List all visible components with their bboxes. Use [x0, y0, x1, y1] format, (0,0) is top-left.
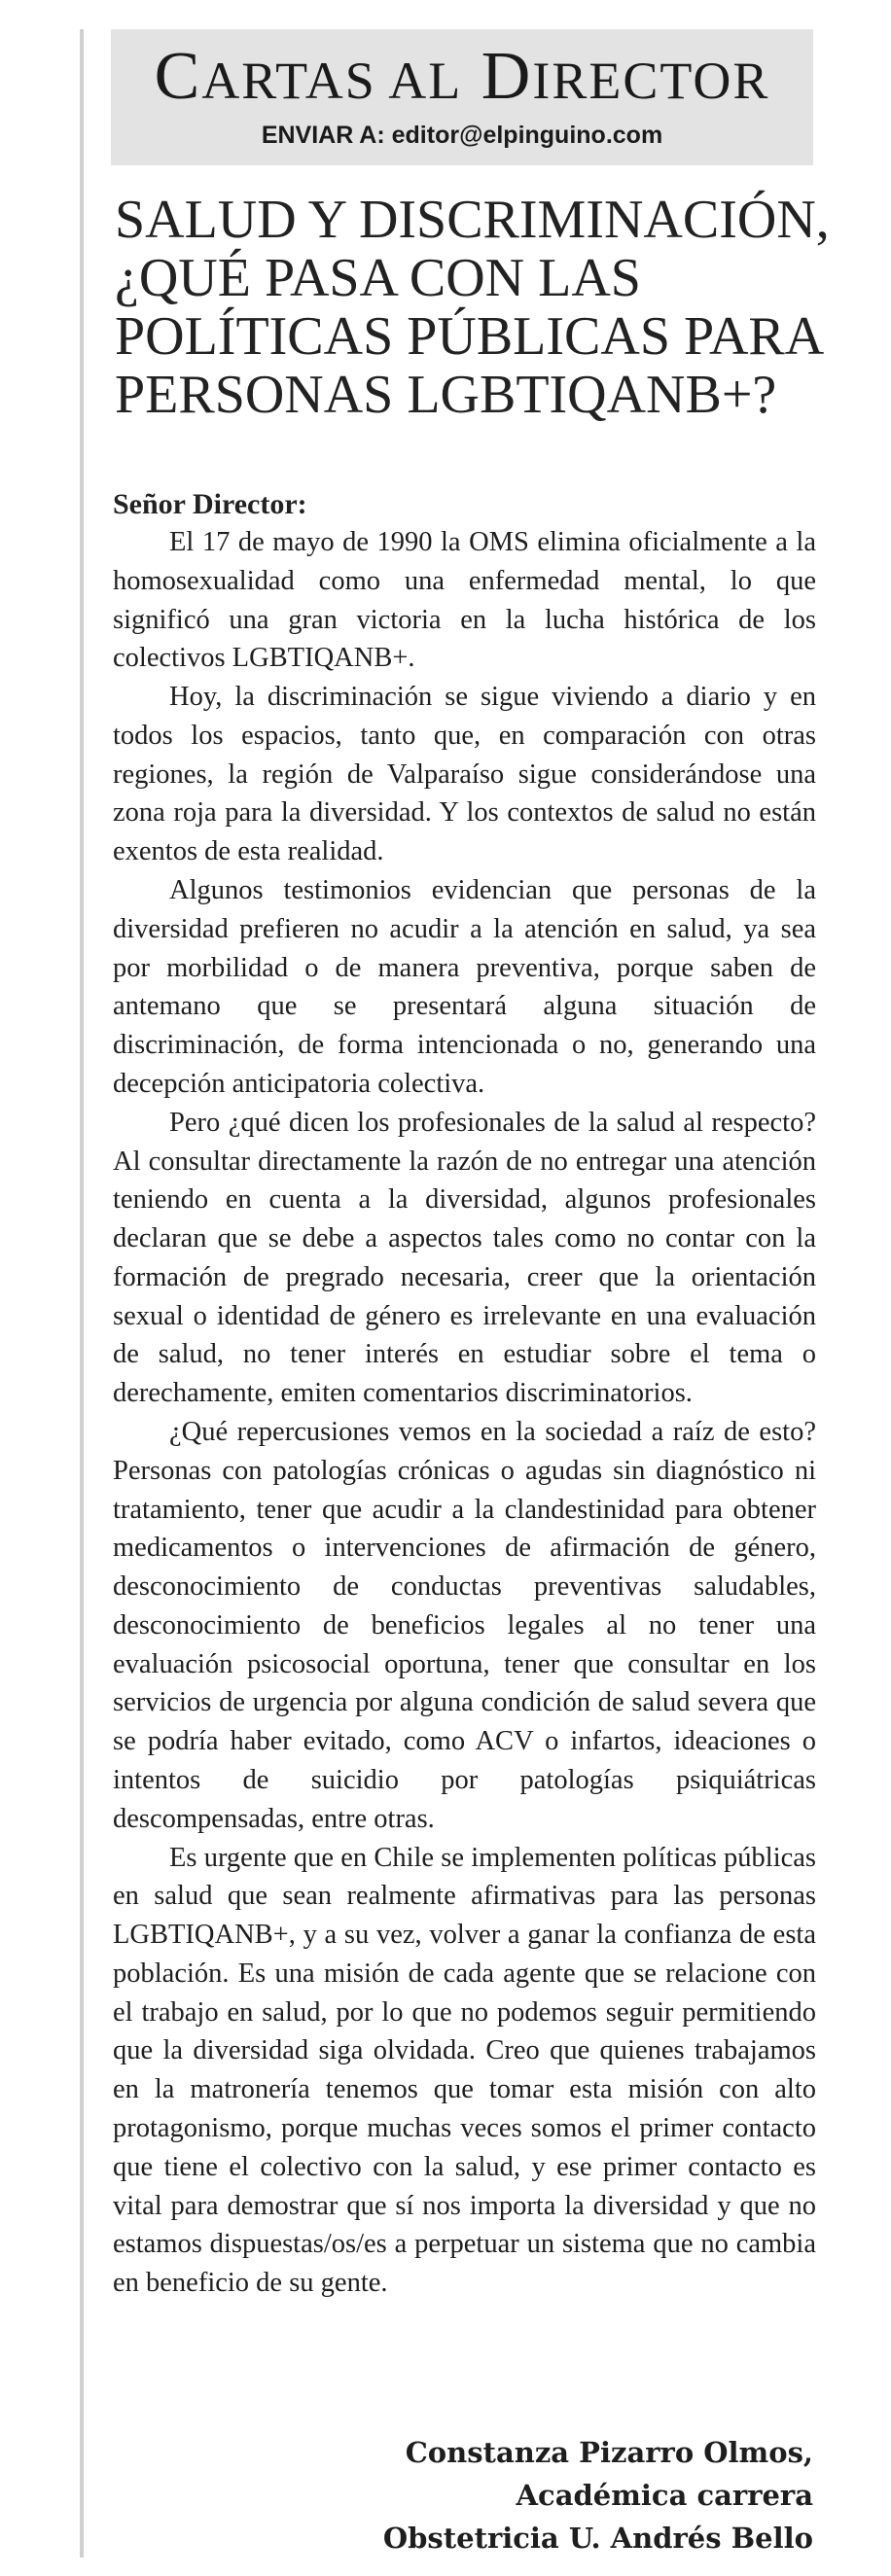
- headline-line: POLÍTICAS PÚBLICAS PARA: [115, 306, 825, 367]
- letter-salutation: Señor Director:: [113, 488, 307, 520]
- column-rule: [80, 29, 84, 2558]
- signature-affiliation: Obstetricia U. Andrés Bello: [382, 2522, 813, 2555]
- body-paragraph: Es urgente que en Chile se implementen políticas públicas en salud que sean realmente afirmativas para las personas LGBTIQANB+, y a su vez, volver a ganar la confianza de esta población. Es una misión de cada agente que se relacione con el trabajo en salud, por lo que no podemos seguir permitiendo que la diversidad siga olvidada. Creo que quienes trabajamos en la matronería tenemos que tomar esta misión con alto protagonismo, porque muchas veces somos el primer contacto que tiene el colectivo con la salud, y ese primer contacto es vital para demostrar que sí nos importa la diversidad y que no estamos dispuestas/os/es a perpetuar un sistema que no cambia en beneficio de su gente.: [113, 1842, 816, 2299]
- section-title-part-4: IRECTOR: [532, 52, 770, 110]
- section-title-part-2: ARTAS AL: [201, 52, 463, 110]
- body-paragraph: Hoy, la discriminación se sigue viviendo a diario y en todos los espacios, tanto que, en comparación con otras regiones, la región de Valparaíso sigue considerándose una zona roja para la diversidad. Y los contextos de salud no están exentos de esta realidad.: [113, 682, 816, 867]
- headline-line: PERSONAS LGBTIQANB+?: [115, 365, 777, 425]
- section-title: [111, 39, 813, 115]
- section-title-part-3: D: [481, 39, 533, 114]
- body-paragraph: ¿Qué repercusiones vemos en la sociedad a raíz de esto? Personas con patologías crónicas o agudas sin diagnóstico ni tratamiento, tener que acudir a la clandestinidad para obtener medicamentos o intervenciones de afirmación de género, desconocimiento de conductas preventivas saludables, desconocimiento de beneficios legales al no tener una evaluación psicosocial oportuna, tener que consultar en los servicios de urgencia por alguna condición de salud severa que se podría haber evitado, como ACV o infartos, ideaciones o intentos de suicidio por patologías psiquiátricas descompensadas, entre otras.: [113, 1416, 816, 1834]
- headline-line: ¿QUÉ PASA CON LAS: [115, 248, 641, 308]
- letter-signature: [292, 2431, 813, 2559]
- signature-role: Académica carrera: [516, 2479, 813, 2512]
- letter-body: [113, 523, 816, 2303]
- article-headline: [115, 191, 835, 424]
- body-paragraph: Algunos testimonios evidencian que personas de la diversidad prefieren no acudir a la atención en salud, ya sea por morbilidad o de manera preventiva, porque saben de antemano que se presentará alguna situación de discriminación, de forma intencionada o no, generando una decepción anticipatoria colectiva.: [113, 875, 816, 1099]
- headline-line: SALUD Y DISCRIMINACIÓN,: [115, 190, 830, 250]
- send-to-line: ENVIAR A: editor@elpinguino.com: [261, 122, 663, 149]
- body-paragraph: El 17 de mayo de 1990 la OMS elimina oficialmente a la homosexualidad como una enfermedad mental, lo que significó una gran victoria en la lucha histórica de los colectivos LGBTIQANB+.: [113, 527, 816, 674]
- body-paragraph: Pero ¿qué dicen los profesionales de la salud al respecto? Al consultar directamente la razón de no entregar una atención teniendo en cuenta a la diversidad, algunos profesionales declaran que se debe a aspectos tales como no contar con la formación de pregrado necesaria, creer que la orientación sexual o identidad de género es irrelevante en una evaluación de salud, no tener interés en estudiar sobre el tema o derechamente, emiten comentarios discriminatorios.: [113, 1107, 816, 1409]
- signature-name: Constanza Pizarro Olmos,: [405, 2436, 813, 2469]
- section-title-part-1: C: [154, 39, 202, 114]
